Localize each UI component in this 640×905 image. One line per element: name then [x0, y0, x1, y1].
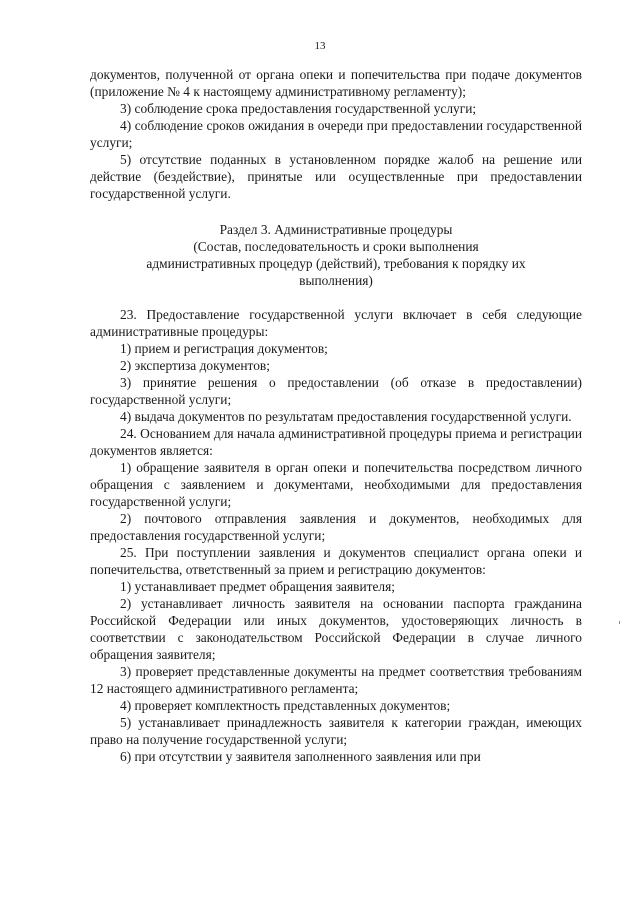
- paragraph-action-2: 2) устанавливает личность заявителя на основании паспорта гражданина Российской Федерации или иных документов, удостоверяющих личность в соответствии с законодательством Российской Федерации в случае личного обращения заявителя;: [90, 596, 582, 662]
- paragraph-item-24: 24. Основанием для начала административной процедуры приема и регистрации документов является:: [90, 426, 582, 458]
- section-subtitle-line-3: выполнения): [299, 273, 373, 288]
- section-heading: [90, 221, 582, 289]
- paragraph-basis-1: 1) обращение заявителя в орган опеки и попечительства посредством личного обращения с заявлением и документами, необходимыми для предоставления государственной услуги;: [90, 460, 582, 509]
- paragraph-action-5: 5) устанавливает принадлежность заявителя к категории граждан, имеющих право на получение государственной услуги;: [90, 715, 582, 747]
- paragraph-criterion-4: 4) соблюдение сроков ожидания в очереди при предоставлении государственной услуги;: [90, 118, 582, 150]
- paragraph-action-3: 3) проверяет представленные документы на предмет соответствия требованиям 12 настоящего административного регламента;: [90, 664, 582, 696]
- paragraph-item-23: 23. Предоставление государственной услуги включает в себя следующие административные процедуры:: [90, 307, 582, 339]
- paragraph-basis-2: 2) почтового отправления заявления и документов, необходимых для предоставления государственной услуги;: [90, 511, 582, 543]
- paragraph-procedure-3: 3) принятие решения о предоставлении (об отказе в предоставлении) государственной услуги;: [90, 375, 582, 407]
- section-title: Раздел 3. Административные процедуры: [219, 222, 453, 237]
- paragraph-action-1: 1) устанавливает предмет обращения заявителя;: [120, 579, 395, 594]
- paragraph-item-25: 25. При поступлении заявления и документов специалист органа опеки и попечительства, ответственный за прием и регистрацию документов:: [90, 545, 582, 577]
- paragraph-procedure-1: 1) прием и регистрация документов;: [120, 341, 328, 356]
- paragraph-procedure-4: 4) выдача документов по результатам предоставления государственной услуги.: [120, 409, 572, 424]
- paragraph-criterion-3: 3) соблюдение срока предоставления государственной услуги;: [120, 101, 477, 116]
- page-number: 13: [314, 40, 326, 52]
- section-subtitle-line-1: (Состав, последовательность и сроки выполнения: [193, 239, 479, 254]
- section-subtitle-line-2: административных процедур (действий), требования к порядку их: [146, 256, 526, 271]
- paragraph-action-6: 6) при отсутствии у заявителя заполненного заявления или при: [120, 749, 481, 764]
- scan-mark: [619, 621, 620, 624]
- paragraph-criterion-5: 5) отсутствие поданных в установленном порядке жалоб на решение или действие (бездействие), принятые или осуществленные при предоставлении государственной услуги.: [90, 152, 582, 201]
- paragraph-procedure-2: 2) экспертиза документов;: [120, 358, 270, 373]
- document-body: [90, 66, 582, 765]
- paragraph-continuation: документов, полученной от органа опеки и попечительства при подаче документов (приложение № 4 к настоящему административному регламенту);: [90, 67, 582, 99]
- paragraph-action-4: 4) проверяет комплектность представленных документов;: [120, 698, 451, 713]
